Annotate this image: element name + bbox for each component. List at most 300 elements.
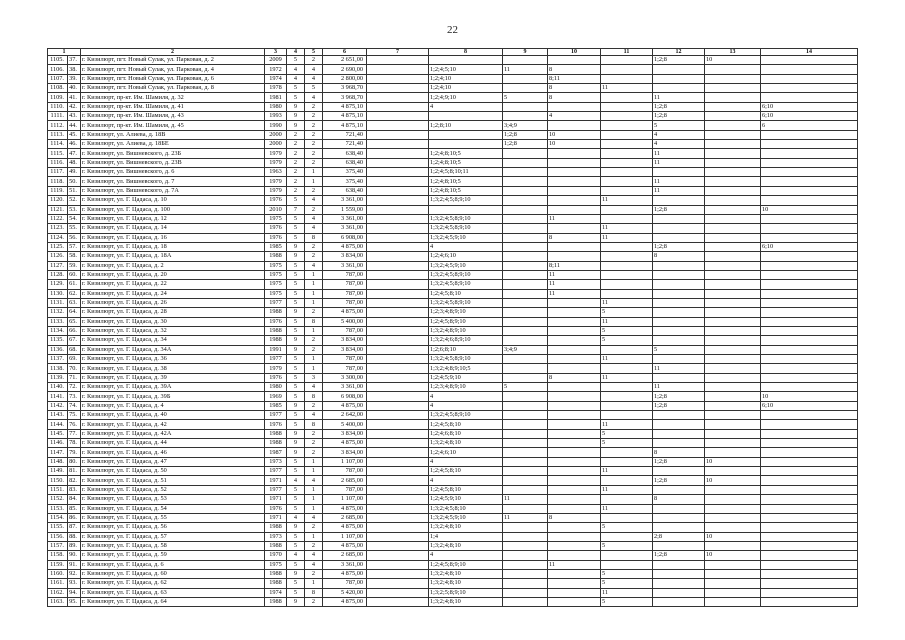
table-row	[48, 495, 858, 504]
table-cell: г. Кизилюрт, ул. Г. Цадаса, д. 10	[81, 196, 265, 205]
table-cell: 1;2;4;8;10;5	[429, 149, 503, 158]
table-cell: 1976	[265, 317, 287, 326]
table-cell: г. Кизилюрт, ул. Г. Цадаса, д. 4	[81, 401, 265, 410]
table-cell: г. Кизилюрт, ул. Г. Цадаса, д. 40	[81, 411, 265, 420]
table-cell: 9	[287, 252, 305, 261]
table-cell	[548, 336, 601, 345]
table-cell	[761, 261, 858, 270]
table-cell	[601, 261, 653, 270]
table-cell: г. Кизилюрт, пр-кт. Им. Шамиля, д. 41	[81, 102, 265, 111]
table-cell: 1;3;2;4;6;8;9;10	[429, 336, 503, 345]
table-cell: 1;2;4;5;8;10;11	[429, 168, 503, 177]
table-row	[48, 541, 858, 550]
table-cell: 46.	[68, 140, 81, 149]
table-row	[48, 326, 858, 335]
table-cell	[548, 345, 601, 354]
table-cell	[705, 186, 761, 195]
table-cell: 5	[287, 457, 305, 466]
table-cell: 1981	[265, 93, 287, 102]
table-cell: 72.	[68, 383, 81, 392]
table-cell: 1148.	[48, 457, 68, 466]
table-cell	[548, 439, 601, 448]
table-row	[48, 485, 858, 494]
table-cell	[653, 355, 705, 364]
table-cell	[705, 326, 761, 335]
table-row	[48, 504, 858, 513]
table-cell	[429, 140, 503, 149]
table-cell: 787,00	[323, 298, 367, 307]
table-cell: 11	[548, 214, 601, 223]
table-cell: 3 361,00	[323, 560, 367, 569]
table-cell	[367, 448, 429, 457]
table-row	[48, 457, 858, 466]
table-cell	[601, 551, 653, 560]
table-cell: 1	[305, 532, 323, 541]
table-cell: 83.	[68, 485, 81, 494]
table-cell: 1112.	[48, 121, 68, 130]
table-cell: 8	[548, 84, 601, 93]
table-cell: 8	[305, 588, 323, 597]
table-cell: г. Кизилюрт, ул. Г. Цадаса, д. 47	[81, 457, 265, 466]
table-cell: 1 107,00	[323, 457, 367, 466]
table-cell: 1118.	[48, 177, 68, 186]
table-cell	[548, 523, 601, 532]
table-cell: 1	[305, 364, 323, 373]
table-cell: 1975	[265, 289, 287, 298]
table-cell	[503, 168, 548, 177]
table-cell: 1125.	[48, 242, 68, 251]
table-cell: 1976	[265, 373, 287, 382]
table-cell: 1972	[265, 65, 287, 74]
table-cell: 42.	[68, 102, 81, 111]
table-cell: 1115.	[48, 149, 68, 158]
table-cell	[705, 485, 761, 494]
table-cell	[548, 121, 601, 130]
table-cell: 2	[305, 149, 323, 158]
header-cell: 1	[48, 49, 81, 56]
table-cell	[761, 308, 858, 317]
table-row	[48, 588, 858, 597]
table-cell: г. Кизилюрт, ул. Г. Цадаса, д. 16	[81, 233, 265, 242]
table-cell: г. Кизилюрт, ул. Г. Цадаса, д. 39Б	[81, 392, 265, 401]
table-cell: 11	[601, 588, 653, 597]
table-cell: 2	[305, 252, 323, 261]
table-cell: 5	[601, 523, 653, 532]
table-cell	[367, 420, 429, 429]
table-cell	[548, 177, 601, 186]
table-cell: 4	[429, 392, 503, 401]
table-cell: 5	[305, 84, 323, 93]
table-cell	[601, 102, 653, 111]
table-cell	[761, 149, 858, 158]
table-cell: 1126.	[48, 252, 68, 261]
table-cell	[503, 326, 548, 335]
table-cell: 1;3;2;4;5;8;9;10	[429, 411, 503, 420]
table-cell: 11	[653, 158, 705, 167]
table-cell	[548, 56, 601, 65]
table-cell	[548, 158, 601, 167]
table-cell: г. Кизилюрт, ул. Г. Цадаса, д. 46	[81, 448, 265, 457]
table-cell	[367, 373, 429, 382]
table-cell: 3 834,00	[323, 429, 367, 438]
page-number: 22	[447, 24, 458, 36]
table-cell: 1122.	[48, 214, 68, 223]
table-cell: 5	[287, 485, 305, 494]
table-cell	[653, 373, 705, 382]
table-cell	[705, 242, 761, 251]
table-cell: 4	[305, 476, 323, 485]
table-cell	[367, 551, 429, 560]
table-cell: г. Кизилюрт, ул. Г. Цадаса, д. 32	[81, 326, 265, 335]
table-cell	[601, 411, 653, 420]
table-cell: 1147.	[48, 448, 68, 457]
table-cell: 1;3;2;4;5;9;10	[429, 261, 503, 270]
table-cell: 11	[601, 485, 653, 494]
table-cell: 1	[305, 495, 323, 504]
table-cell: 5	[287, 541, 305, 550]
table-cell: 5	[287, 56, 305, 65]
table-cell	[653, 560, 705, 569]
table-cell	[548, 102, 601, 111]
table-cell: 1131.	[48, 298, 68, 307]
table-cell: г. Кизилюрт, ул. Г. Цадаса, д. 53	[81, 495, 265, 504]
table-cell: г. Кизилюрт, ул. Г. Цадаса, д. 39	[81, 373, 265, 382]
table-cell: 638,40	[323, 149, 367, 158]
table-cell: 1123.	[48, 224, 68, 233]
table-cell: 5 400,00	[323, 317, 367, 326]
table-cell	[367, 513, 429, 522]
table-cell: 5	[287, 560, 305, 569]
table-cell: г. Кизилюрт, ул. Вишневского, д. 23Б	[81, 149, 265, 158]
table-cell: 2 651,00	[323, 56, 367, 65]
table-cell	[548, 420, 601, 429]
table-row	[48, 74, 858, 83]
header-cell: 4	[287, 49, 305, 56]
table-cell: 4	[429, 476, 503, 485]
table-cell: 53.	[68, 205, 81, 214]
table-cell	[653, 588, 705, 597]
table-cell: 63.	[68, 298, 81, 307]
table-cell	[601, 560, 653, 569]
table-cell	[761, 420, 858, 429]
table-cell: 1163.	[48, 597, 68, 606]
table-cell: 1979	[265, 158, 287, 167]
table-cell: 11	[653, 177, 705, 186]
table-cell	[705, 65, 761, 74]
table-cell	[601, 383, 653, 392]
table-cell	[705, 74, 761, 83]
table-cell: 3 361,00	[323, 261, 367, 270]
table-cell: 1	[305, 504, 323, 513]
table-cell	[367, 177, 429, 186]
table-cell: 11	[601, 196, 653, 205]
table-cell: 78.	[68, 439, 81, 448]
table-cell: 2 800,00	[323, 74, 367, 83]
table-cell: 3 361,00	[323, 383, 367, 392]
table-cell: 8;11	[548, 74, 601, 83]
table-cell: 1;3;2;4;8;10	[429, 541, 503, 550]
table-cell	[653, 429, 705, 438]
table-cell: г. Кизилюрт, ул. Г. Цадаса, д. 42А	[81, 429, 265, 438]
table-cell	[548, 401, 601, 410]
table-cell: 1;2;4;5;9;10	[429, 495, 503, 504]
table-cell	[705, 224, 761, 233]
table-cell: 2	[305, 345, 323, 354]
table-cell: 49.	[68, 168, 81, 177]
table-cell: 1;3;2;4;5;8;9;10	[429, 280, 503, 289]
table-cell: 5	[287, 84, 305, 93]
table-cell: 1977	[265, 298, 287, 307]
table-cell: г. Кизилюрт, ул. Г. Цадаса, д. 55	[81, 513, 265, 522]
table-cell: 5	[287, 261, 305, 270]
table-cell	[367, 504, 429, 513]
table-cell	[548, 224, 601, 233]
table-cell	[705, 373, 761, 382]
table-cell: 5	[287, 270, 305, 279]
table-row	[48, 513, 858, 522]
table-cell	[761, 411, 858, 420]
table-cell	[705, 252, 761, 261]
table-cell	[367, 84, 429, 93]
table-cell: 1145.	[48, 429, 68, 438]
table-row	[48, 420, 858, 429]
table-cell	[367, 168, 429, 177]
table-cell	[601, 158, 653, 167]
table-cell	[761, 364, 858, 373]
table-cell	[601, 74, 653, 83]
table-cell	[705, 401, 761, 410]
table-cell: 4	[305, 224, 323, 233]
table-cell	[653, 280, 705, 289]
table-row	[48, 84, 858, 93]
table-cell	[429, 112, 503, 121]
table-cell	[548, 476, 601, 485]
table-cell: 1979	[265, 364, 287, 373]
table-cell: 3 834,00	[323, 336, 367, 345]
table-cell	[705, 270, 761, 279]
table-cell	[601, 448, 653, 457]
table-row	[48, 523, 858, 532]
table-cell: 4 875,00	[323, 597, 367, 606]
table-cell	[548, 495, 601, 504]
table-cell: 1988	[265, 597, 287, 606]
table-cell: 5	[287, 298, 305, 307]
table-cell: г. Кизилюрт, пр-кт. Им. Шамиля, д. 45	[81, 121, 265, 130]
table-cell: 1162.	[48, 588, 68, 597]
table-cell	[503, 551, 548, 560]
table-cell: 8	[548, 93, 601, 102]
table-cell: 6;10	[761, 112, 858, 121]
table-cell	[705, 112, 761, 121]
table-cell	[548, 467, 601, 476]
table-cell: 4	[429, 551, 503, 560]
table-cell: 1	[305, 355, 323, 364]
table-cell: г. Кизилюрт, ул. Г. Цадаса, д. 38	[81, 364, 265, 373]
table-cell: 92.	[68, 569, 81, 578]
table-row	[48, 579, 858, 588]
table-cell	[761, 233, 858, 242]
table-cell: 10	[705, 532, 761, 541]
table-cell: 87.	[68, 523, 81, 532]
table-cell	[705, 597, 761, 606]
table-cell: 1107.	[48, 74, 68, 83]
table-cell	[601, 93, 653, 102]
table-cell: 9	[287, 336, 305, 345]
table-cell: 56.	[68, 233, 81, 242]
table-cell	[503, 224, 548, 233]
table-cell	[761, 355, 858, 364]
table-cell: 1142.	[48, 401, 68, 410]
table-cell	[653, 196, 705, 205]
table-cell	[367, 112, 429, 121]
table-cell	[548, 205, 601, 214]
table-cell	[548, 579, 601, 588]
table-cell: 11	[653, 93, 705, 102]
table-cell: г. Кизилюрт, ул. Г. Цадаса, д. 18	[81, 242, 265, 251]
table-cell	[367, 317, 429, 326]
table-cell: г. Кизилюрт, пгт. Новый Сулак, ул. Парковая, д. 6	[81, 74, 265, 83]
table-cell	[367, 149, 429, 158]
table-row	[48, 93, 858, 102]
table-cell: 2	[305, 186, 323, 195]
table-cell: 54.	[68, 214, 81, 223]
table-cell: 375,40	[323, 177, 367, 186]
table-cell: 1;4	[429, 532, 503, 541]
table-cell: 4	[548, 112, 601, 121]
table-cell: 4	[287, 476, 305, 485]
table-row	[48, 140, 858, 149]
table-cell	[601, 214, 653, 223]
table-cell: 1988	[265, 541, 287, 550]
table-cell	[601, 149, 653, 158]
table-row	[48, 196, 858, 205]
table-row	[48, 280, 858, 289]
table-cell: 4 875,00	[323, 504, 367, 513]
table-cell: 9	[287, 401, 305, 410]
table-cell: г. Кизилюрт, ул. Г. Цадаса, д. 42	[81, 420, 265, 429]
table-cell: 69.	[68, 355, 81, 364]
table-cell: 1;2;4;10	[429, 74, 503, 83]
table-cell: 2	[305, 102, 323, 111]
table-cell: 6	[761, 121, 858, 130]
table-cell: 9	[287, 448, 305, 457]
table-cell: 1;3;2;4;5;8;9;10	[429, 298, 503, 307]
table-cell	[761, 345, 858, 354]
table-cell: 1110.	[48, 102, 68, 111]
table-row	[48, 411, 858, 420]
table-cell: 1;2;8	[653, 56, 705, 65]
table-cell	[601, 130, 653, 139]
table-cell	[548, 364, 601, 373]
table-cell: г. Кизилюрт, ул. Г. Цадаса, д. 39А	[81, 383, 265, 392]
header-cell: 9	[503, 49, 548, 56]
table-cell	[705, 439, 761, 448]
table-cell: г. Кизилюрт, ул. Вишневского, д. 7	[81, 177, 265, 186]
table-cell: 1;2;4;8;10;5	[429, 177, 503, 186]
table-cell	[705, 448, 761, 457]
table-cell	[367, 588, 429, 597]
table-cell	[761, 597, 858, 606]
table-cell: г. Кизилюрт, пгт. Новый Сулак, ул. Парковая, д. 2	[81, 56, 265, 65]
table-cell: 1160.	[48, 569, 68, 578]
table-cell: г. Кизилюрт, ул. Г. Цадаса, д. 24	[81, 289, 265, 298]
table-cell: 80.	[68, 457, 81, 466]
table-cell	[367, 270, 429, 279]
table-cell	[705, 280, 761, 289]
table-cell	[705, 336, 761, 345]
table-cell: г. Кизилюрт, ул. Г. Цадаса, д. 2	[81, 261, 265, 270]
table-cell	[761, 214, 858, 223]
table-cell: 4 875,00	[323, 242, 367, 251]
table-cell: 787,00	[323, 485, 367, 494]
table-cell: 8	[548, 233, 601, 242]
table-cell	[705, 541, 761, 550]
table-cell	[503, 355, 548, 364]
table-cell: 2	[305, 448, 323, 457]
table-cell	[705, 513, 761, 522]
table-cell: 9	[287, 597, 305, 606]
table-row	[48, 224, 858, 233]
table-row	[48, 560, 858, 569]
table-cell	[367, 485, 429, 494]
table-cell: 1988	[265, 439, 287, 448]
table-cell: 787,00	[323, 579, 367, 588]
table-cell	[548, 541, 601, 550]
table-cell: 1;2;8	[503, 140, 548, 149]
table-cell	[548, 242, 601, 251]
table-cell	[653, 224, 705, 233]
table-row	[48, 252, 858, 261]
table-cell: 8	[548, 373, 601, 382]
table-cell: 8;11	[548, 261, 601, 270]
table-cell: 638,40	[323, 158, 367, 167]
table-cell	[548, 504, 601, 513]
table-cell	[761, 495, 858, 504]
table-cell: 1988	[265, 569, 287, 578]
housing-table	[47, 48, 858, 607]
table-cell: 2 642,00	[323, 411, 367, 420]
table-cell: 55.	[68, 224, 81, 233]
table-cell	[761, 74, 858, 83]
table-cell: 1153.	[48, 504, 68, 513]
table-cell: 11	[503, 513, 548, 522]
table-cell	[548, 186, 601, 195]
table-cell	[601, 401, 653, 410]
table-cell	[705, 84, 761, 93]
table-cell: 68.	[68, 345, 81, 354]
table-cell: 5	[287, 280, 305, 289]
table-cell	[503, 504, 548, 513]
table-cell	[503, 214, 548, 223]
table-cell	[503, 429, 548, 438]
table-cell: 1980	[265, 102, 287, 111]
table-cell: 2	[305, 205, 323, 214]
table-cell	[705, 429, 761, 438]
table-cell: 9	[287, 102, 305, 111]
header-cell: 13	[705, 49, 761, 56]
table-cell	[761, 439, 858, 448]
table-cell: г. Кизилюрт, ул. Г. Цадаса, д. 14	[81, 224, 265, 233]
table-cell: 1	[305, 177, 323, 186]
table-cell: 4	[305, 261, 323, 270]
table-cell: 1113.	[48, 130, 68, 139]
table-cell: 1;2;8	[653, 242, 705, 251]
table-cell	[705, 523, 761, 532]
table-cell: 1114.	[48, 140, 68, 149]
table-cell: 1973	[265, 532, 287, 541]
table-row	[48, 551, 858, 560]
table-cell	[761, 485, 858, 494]
